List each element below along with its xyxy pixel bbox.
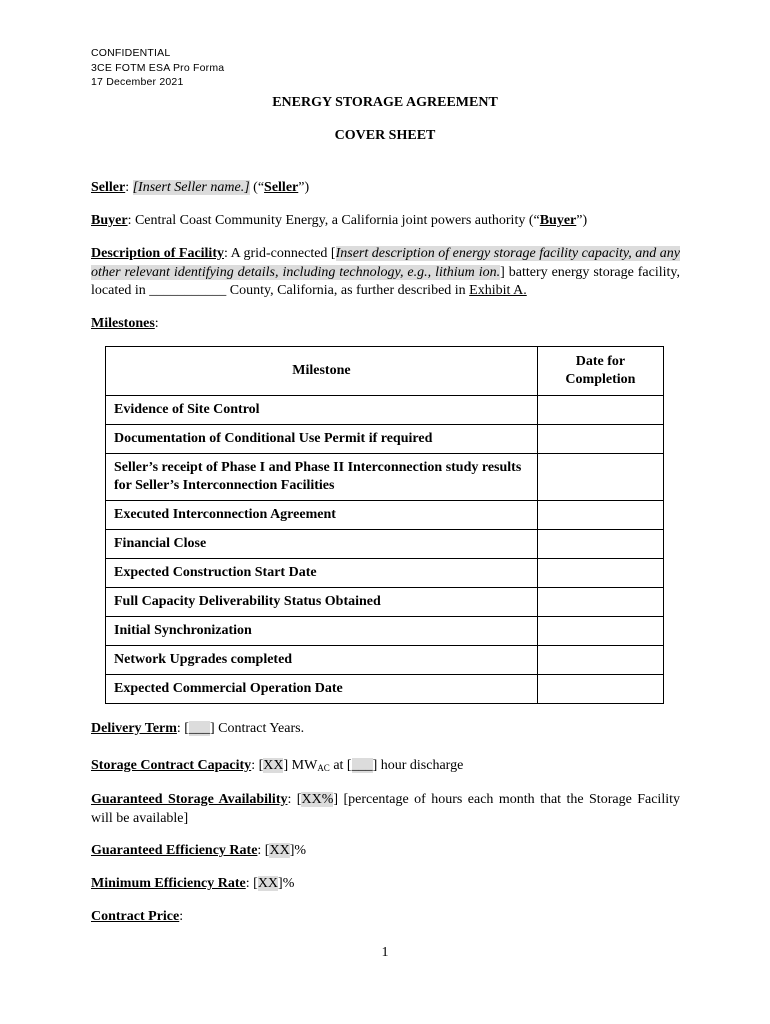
buyer-text: : Central Coast Community Energy, a California joint powers authority (“ xyxy=(127,213,540,228)
seller-defined-term: Seller xyxy=(264,180,299,195)
milestone-date xyxy=(537,454,663,501)
facility-placeholder: Insert description of energy storage facility capacity, and any other relevant identifying details, including technology, e.g., lithium ion. xyxy=(91,246,681,280)
storage-capacity-label: Storage Contract Capacity xyxy=(91,758,252,773)
table-row xyxy=(106,396,664,425)
efficiency-value: XX xyxy=(269,843,290,858)
milestone-name: Financial Close xyxy=(106,530,538,559)
availability-paragraph: Guaranteed Storage Availability: [XX%] [percentage of hours each month that the Storage Facility will be available] xyxy=(91,792,680,826)
milestone-date xyxy=(537,425,663,454)
table-header-row xyxy=(106,347,664,396)
milestone-date xyxy=(537,396,663,425)
page-number: 1 xyxy=(381,945,389,960)
seller-line: Seller: [Insert Seller name.] (“Seller”) xyxy=(91,180,310,195)
milestones-table xyxy=(105,346,664,704)
contract-price-label: Contract Price xyxy=(91,909,180,924)
availability-value: XX% xyxy=(301,792,334,807)
buyer-label: Buyer xyxy=(91,213,128,228)
milestone-name: Evidence of Site Control xyxy=(106,396,538,425)
contract-price-line: Contract Price: xyxy=(91,909,184,924)
milestone-name: Expected Construction Start Date xyxy=(106,559,538,588)
storage-capacity-value: XX xyxy=(263,758,284,773)
milestone-name: Initial Synchronization xyxy=(106,617,538,646)
exhibit-a-link[interactable]: Exhibit A. xyxy=(469,283,527,298)
milestone-name: Documentation of Conditional Use Permit if required xyxy=(106,425,538,454)
facility-description: Description of Facility: A grid-connected [Insert description of energy storage facility capacity, and any other relevant identifying details, including technology, e.g., lithium ion.] battery energy storage facility, located in ___________ County, California, as further described in Exhibit A. xyxy=(91,246,681,298)
confidential-label: CONFIDENTIAL xyxy=(91,47,171,59)
milestone-date xyxy=(537,530,663,559)
table-row xyxy=(106,646,664,675)
efficiency-label: Guaranteed Efficiency Rate xyxy=(91,843,258,858)
milestone-column-header: Milestone xyxy=(106,347,538,396)
milestones-label: Milestones xyxy=(91,316,155,331)
min-efficiency-value: XX xyxy=(257,876,279,891)
milestone-name: Full Capacity Deliverability Status Obtained xyxy=(106,588,538,617)
table-row xyxy=(106,425,664,454)
seller-name-placeholder: [Insert Seller name.] xyxy=(132,180,250,195)
milestone-date xyxy=(537,559,663,588)
table-row xyxy=(106,501,664,530)
milestones-heading: Milestones: xyxy=(91,316,159,331)
milestone-name: Executed Interconnection Agreement xyxy=(106,501,538,530)
table-row xyxy=(106,559,664,588)
table-row xyxy=(106,675,664,704)
availability-label: Guaranteed Storage Availability xyxy=(91,792,288,807)
milestone-name: Expected Commercial Operation Date xyxy=(106,675,538,704)
document-name: 3CE FOTM ESA Pro Forma xyxy=(91,61,225,74)
min-efficiency-line: Minimum Efficiency Rate: [XX]% xyxy=(91,876,295,891)
document-title: ENERGY STORAGE AGREEMENT xyxy=(272,95,498,110)
date-column-header: Date for Completion xyxy=(537,347,663,396)
table-row xyxy=(106,530,664,559)
delivery-term-blank: ___ xyxy=(188,721,210,736)
milestone-date xyxy=(537,501,663,530)
milestone-name: Seller’s receipt of Phase I and Phase II Interconnection study results for Seller’s Interconnection Facilities xyxy=(106,454,538,501)
table-row xyxy=(106,454,664,501)
storage-capacity-line: Storage Contract Capacity: [XX] $MW_{AC}$ at [___] hour discharge xyxy=(91,758,464,773)
table-row xyxy=(106,588,664,617)
document-date: 17 December 2021 xyxy=(91,76,184,88)
seller-label: Seller xyxy=(91,180,126,195)
milestone-date xyxy=(537,617,663,646)
confidential-header xyxy=(91,46,224,90)
milestone-date xyxy=(537,646,663,675)
milestone-date xyxy=(537,588,663,617)
buyer-defined-term: Buyer xyxy=(539,213,577,228)
delivery-term-label: Delivery Term xyxy=(91,721,177,736)
document-subtitle: COVER SHEET xyxy=(334,128,436,143)
efficiency-line: Guaranteed Efficiency Rate: [XX]% xyxy=(91,843,307,858)
facility-label: Description of Facility xyxy=(91,246,224,261)
min-efficiency-label: Minimum Efficiency Rate xyxy=(91,876,246,891)
buyer-line: Buyer: Central Coast Community Energy, a California joint powers authority (“Buyer”) xyxy=(91,213,588,228)
milestone-name: Network Upgrades completed xyxy=(106,646,538,675)
discharge-hours-blank: ___ xyxy=(351,758,373,773)
milestone-date xyxy=(537,675,663,704)
table-row xyxy=(106,617,664,646)
delivery-term-line: Delivery Term: [___] Contract Years. xyxy=(91,721,305,736)
